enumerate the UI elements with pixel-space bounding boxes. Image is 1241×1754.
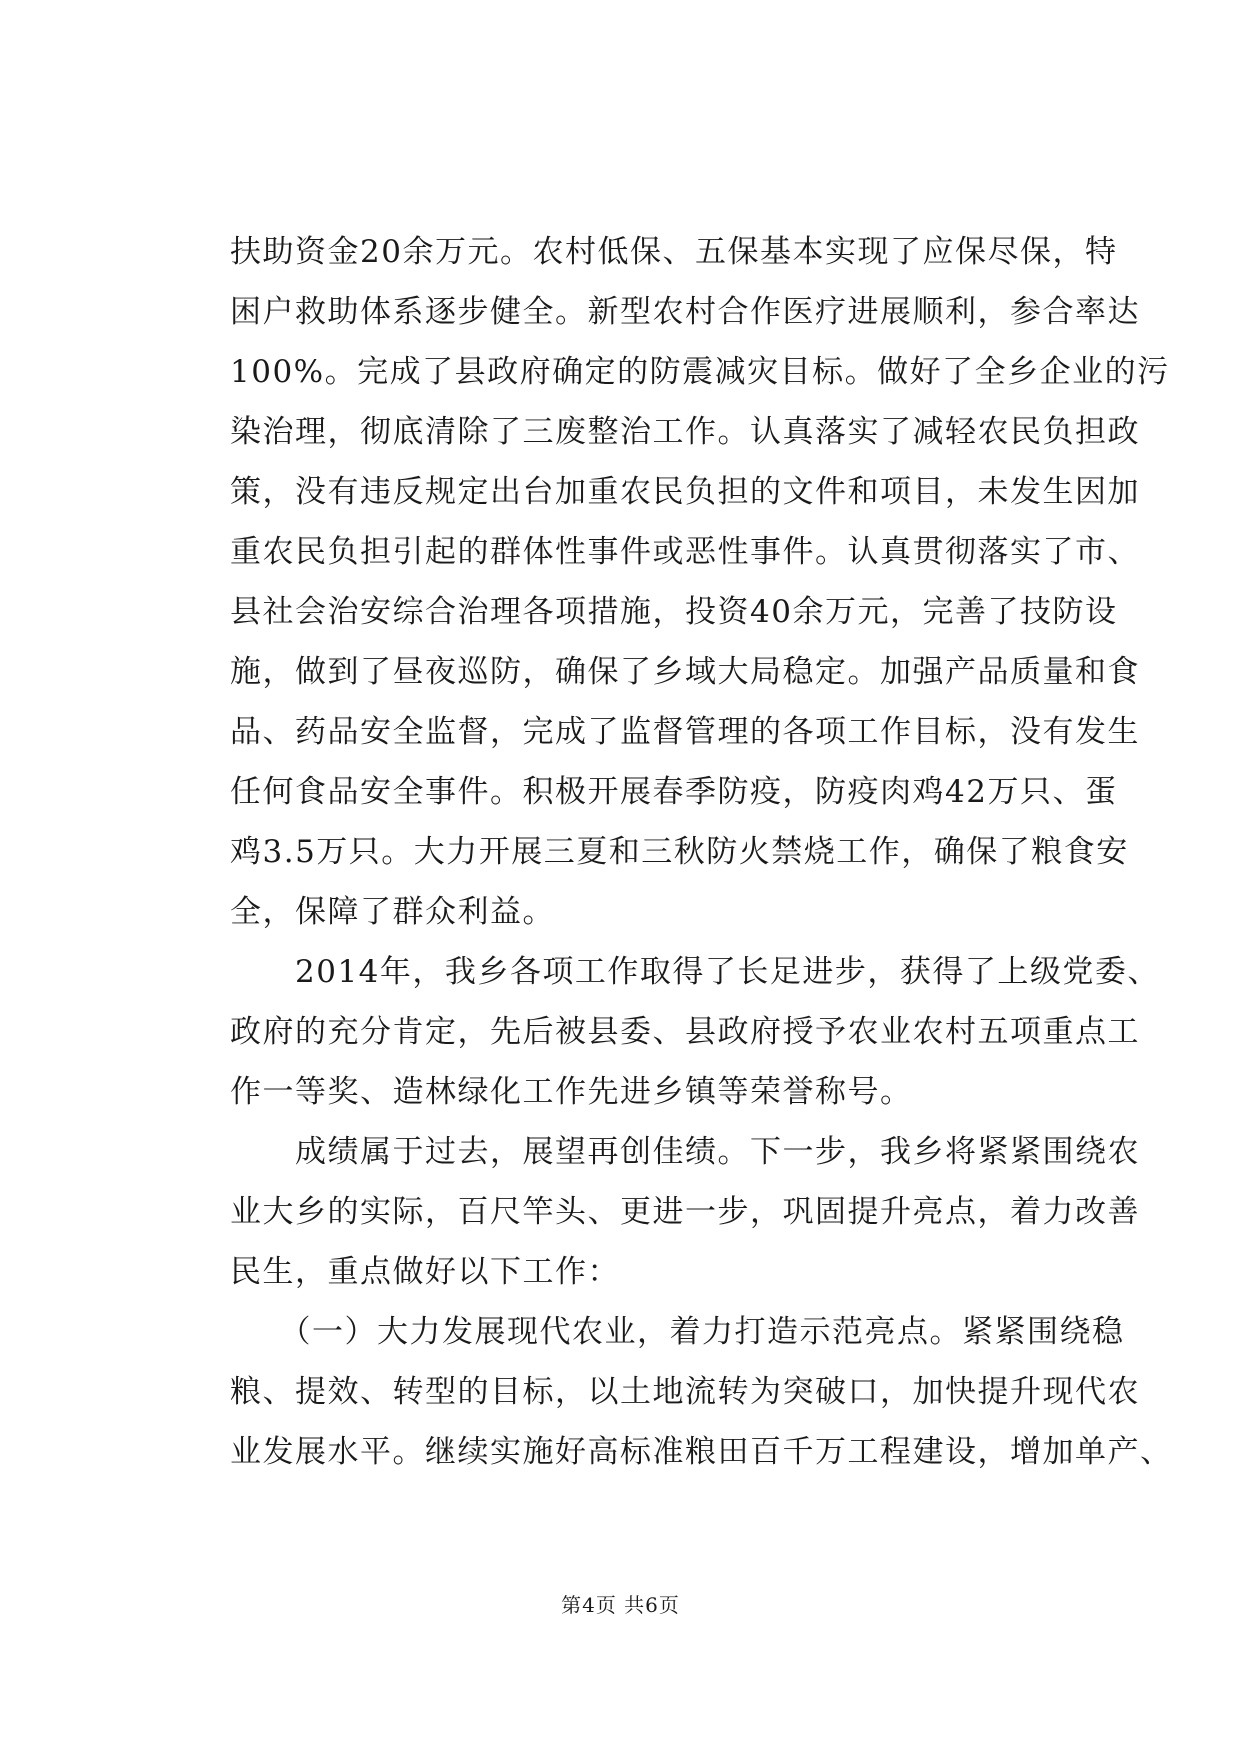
text-line: 业大乡的实际，百尺竿头、更进一步，巩固提升亮点，着力改善	[230, 1194, 1140, 1230]
page-footer: 第4页 共6页	[561, 1593, 680, 1617]
text-line: 扶助资金20余万元。农村低保、五保基本实现了应保尽保，特	[230, 234, 1118, 270]
section-heading-line: （一）大力发展现代农业，着力打造示范亮点。紧紧围绕稳	[230, 1314, 1125, 1350]
text-line: 粮、提效、转型的目标，以土地流转为突破口，加快提升现代农	[230, 1374, 1140, 1410]
text-line: 策，没有违反规定出台加重农民负担的文件和项目，未发生因加	[230, 474, 1140, 510]
text-line: 民生，重点做好以下工作：	[230, 1254, 620, 1290]
text-line: 鸡3.5万只。大力开展三夏和三秋防火禁烧工作，确保了粮食安	[230, 834, 1129, 870]
text-line: 重农民负担引起的群体性事件或恶性事件。认真贯彻落实了市、	[230, 534, 1140, 570]
text-line: 染治理，彻底清除了三废整治工作。认真落实了减轻农民负担政	[230, 414, 1140, 450]
text-line: 业发展水平。继续实施好高标准粮田百千万工程建设，增加单产、	[230, 1434, 1173, 1470]
text-line: 政府的充分肯定，先后被县委、县政府授予农业农村五项重点工	[230, 1014, 1140, 1050]
text-line: 作一等奖、造林绿化工作先进乡镇等荣誉称号。	[230, 1074, 913, 1110]
paragraph-start-line: 成绩属于过去，展望再创佳绩。下一步，我乡将紧紧围绕农	[230, 1134, 1140, 1170]
text-line: 困户救助体系逐步健全。新型农村合作医疗进展顺利，参合率达	[230, 294, 1140, 330]
text-line: 100%。完成了县政府确定的防震减灾目标。做好了全乡企业的污	[230, 354, 1170, 390]
paragraph-start-line: 2014年，我乡各项工作取得了长足进步，获得了上级党委、	[230, 954, 1160, 990]
text-line: 任何食品安全事件。积极开展春季防疫，防疫肉鸡42万只、蛋	[230, 774, 1118, 810]
text-line: 全，保障了群众利益。	[230, 894, 555, 930]
text-line: 县社会治安综合治理各项措施，投资40余万元，完善了技防设	[230, 594, 1118, 630]
body-text	[230, 222, 1173, 1482]
text-line: 品、药品安全监督，完成了监督管理的各项工作目标，没有发生	[230, 714, 1140, 750]
text-line: 施，做到了昼夜巡防，确保了乡域大局稳定。加强产品质量和食	[230, 654, 1140, 690]
